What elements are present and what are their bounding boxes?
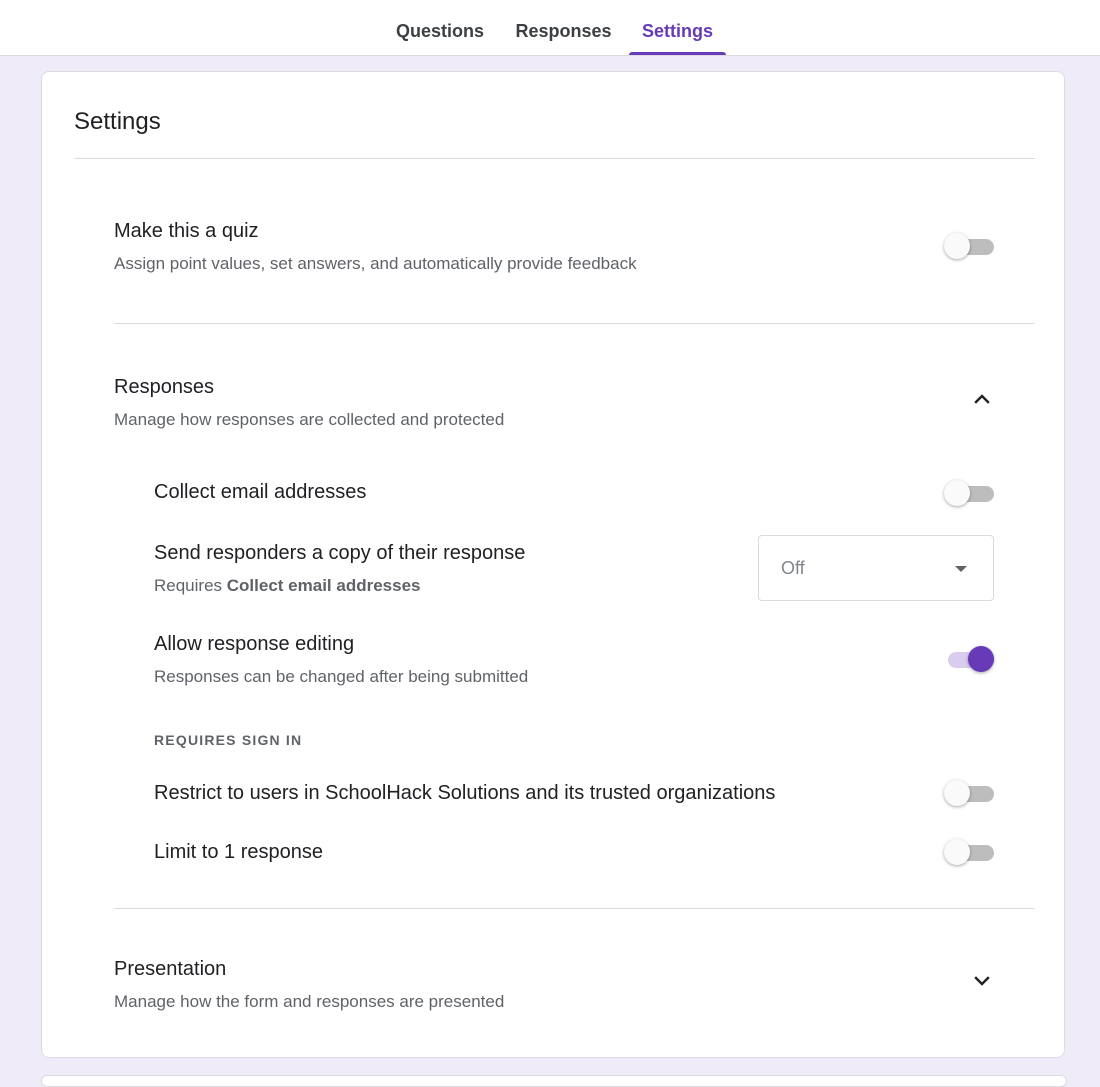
collect-email-title: Collect email addresses xyxy=(154,481,367,503)
send-copy-select[interactable] xyxy=(758,535,994,601)
limit-one-toggle-thumb xyxy=(944,839,970,865)
quiz-toggle[interactable] xyxy=(944,231,996,261)
send-copy-description xyxy=(154,576,420,596)
requires-sign-in-label: REQUIRES SIGN IN xyxy=(154,732,303,748)
send-copy-select-value: Off xyxy=(781,558,805,578)
presentation-section-description: Manage how the form and responses are presented xyxy=(114,992,505,1011)
tab-responses[interactable]: Responses xyxy=(515,21,612,41)
responses-section-description: Manage how responses are collected and protected xyxy=(114,410,505,429)
limit-one-toggle[interactable] xyxy=(944,837,996,867)
presentation-section-title: Presentation xyxy=(114,958,227,980)
allow-editing-description: Responses can be changed after being submitted xyxy=(154,667,529,686)
restrict-users-toggle[interactable] xyxy=(944,778,996,808)
tab-settings-label: Settings xyxy=(641,21,713,41)
responses-divider xyxy=(114,908,1035,909)
restrict-users-toggle-thumb xyxy=(944,780,970,806)
send-copy-description-prefix: Requires xyxy=(154,576,227,595)
allow-editing-toggle-thumb xyxy=(968,646,994,672)
quiz-setting-description: Assign point values, set answers, and automatically provide feedback xyxy=(114,254,637,273)
responses-section-title: Responses xyxy=(114,376,215,398)
send-copy-description-bold: Collect email addresses xyxy=(226,576,421,595)
collect-email-toggle-thumb xyxy=(944,480,970,506)
active-tab-indicator xyxy=(629,52,726,55)
caret-down-icon xyxy=(955,566,967,572)
allow-editing-title: Allow response editing xyxy=(154,633,355,655)
form-tab-bar xyxy=(0,0,1100,56)
quiz-toggle-thumb xyxy=(944,233,970,259)
limit-one-title: Limit to 1 response xyxy=(154,841,323,863)
chevron-up-icon[interactable] xyxy=(968,385,996,413)
tab-settings[interactable] xyxy=(629,0,726,55)
settings-card xyxy=(41,71,1065,1058)
send-copy-title: Send responders a copy of their response xyxy=(154,542,526,564)
quiz-setting-title: Make this a quiz xyxy=(114,220,259,242)
next-card-edge xyxy=(41,1075,1067,1087)
restrict-users-title: Restrict to users in SchoolHack Solutions and its trusted organizations xyxy=(154,782,776,804)
collect-email-toggle[interactable] xyxy=(944,478,996,508)
allow-editing-toggle[interactable] xyxy=(944,644,996,674)
title-divider xyxy=(74,158,1035,159)
chevron-down-icon[interactable] xyxy=(968,967,996,995)
page-title: Settings xyxy=(74,108,161,135)
tab-questions[interactable]: Questions xyxy=(395,21,484,41)
quiz-divider xyxy=(114,323,1035,324)
